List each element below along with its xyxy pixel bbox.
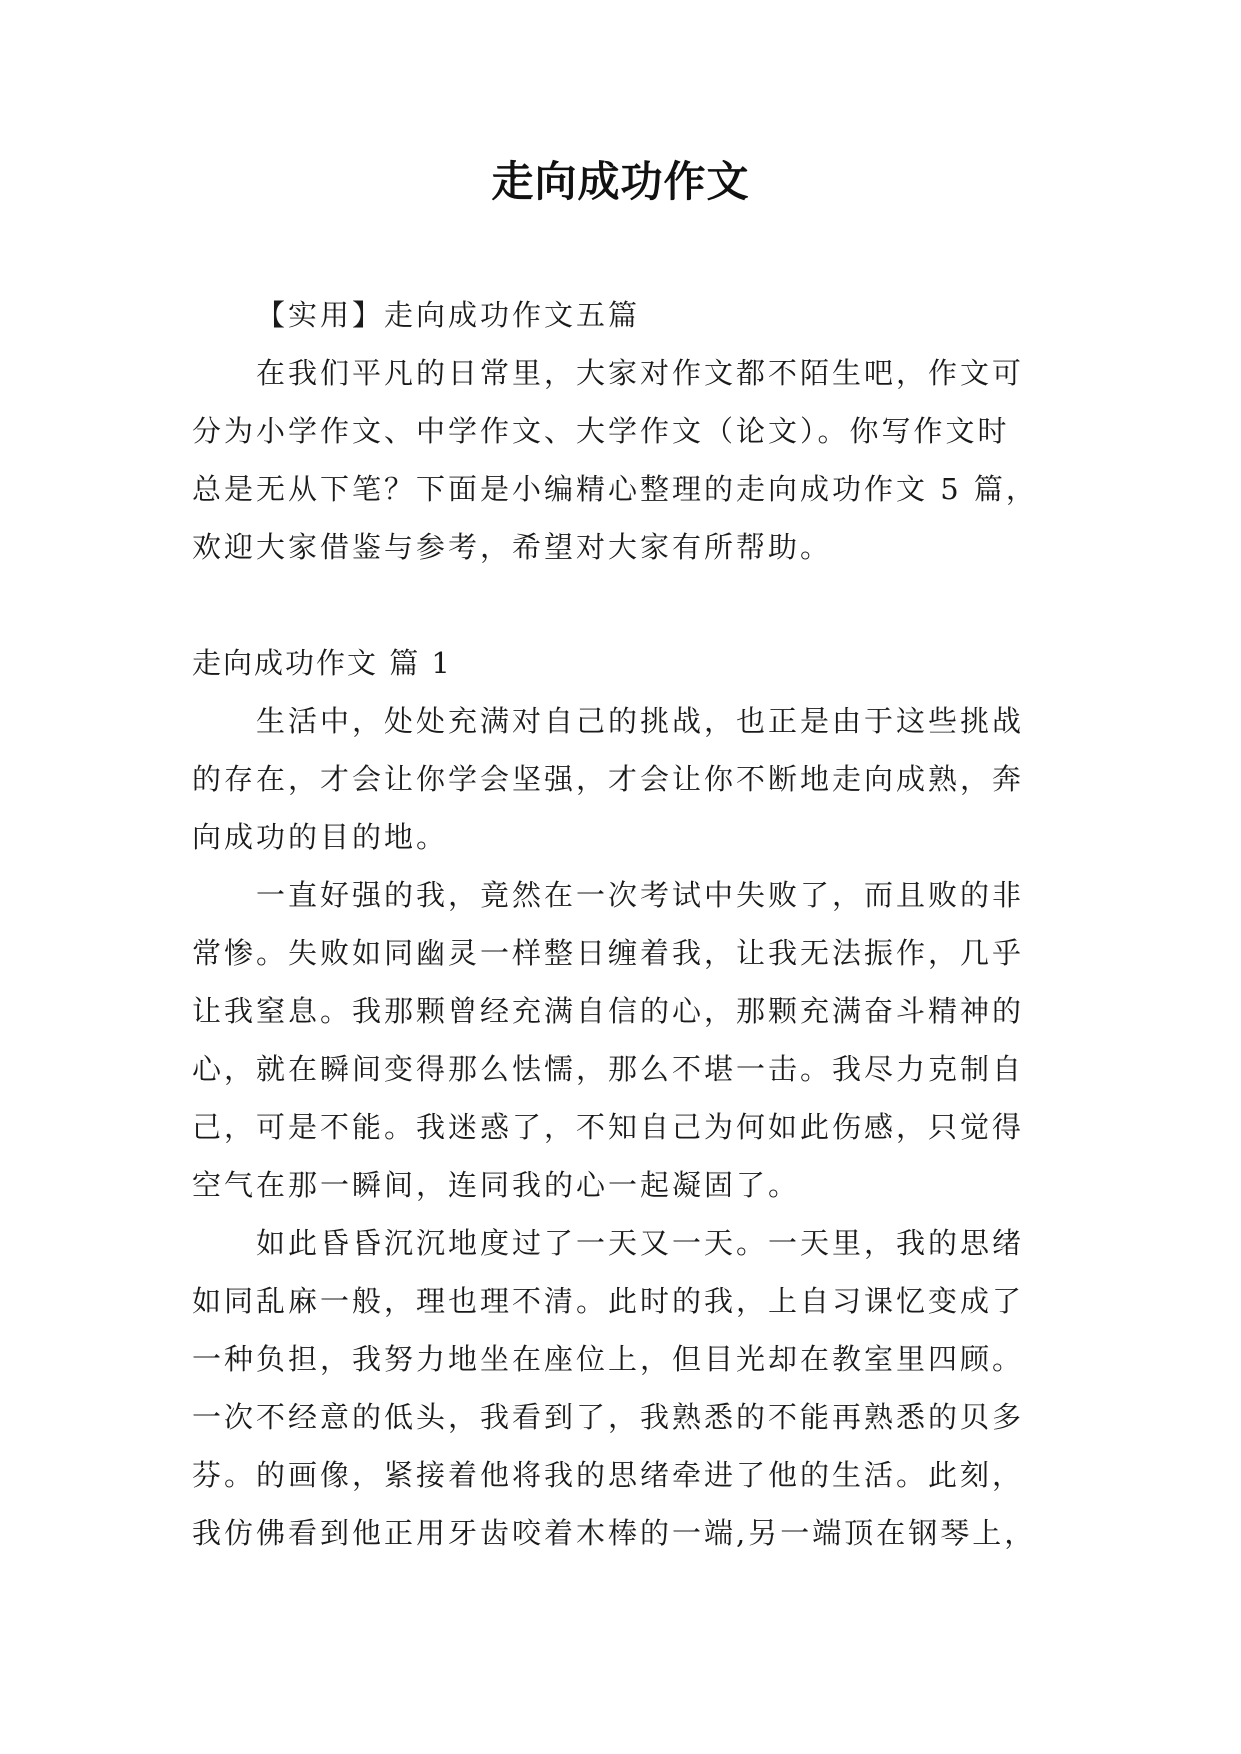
paragraph-line: 让我窒息。我那颗曾经充满自信的心，那颗充满奋斗精神的 <box>192 994 1025 1028</box>
intro-line: 欢迎大家借鉴与参考，希望对大家有所帮助。 <box>192 530 833 564</box>
paragraph-line: 如此昏昏沉沉地度过了一天又一天。一天里，我的思绪 <box>256 1226 1025 1260</box>
intro-line: 在我们平凡的日常里，大家对作文都不陌生吧，作文可 <box>256 356 1025 390</box>
paragraph-1 <box>192 692 1072 866</box>
paragraph-line: 心，就在瞬间变得那么怯懦，那么不堪一击。我尽力克制自 <box>192 1052 1025 1086</box>
paragraph-line: 向成功的目的地。 <box>192 820 449 854</box>
paragraph-line: 空气在那一瞬间，连同我的心一起凝固了。 <box>192 1168 801 1202</box>
paragraph-line: 如同乱麻一般，理也理不清。此时的我，上自习课忆变成了 <box>192 1284 1025 1318</box>
document-subtitle: 【实用】走向成功作文五篇 <box>256 298 641 332</box>
paragraph-line: 一直好强的我，竟然在一次考试中失败了，而且败的非 <box>256 878 1025 912</box>
paragraph-line: 生活中，处处充满对自己的挑战，也正是由于这些挑战 <box>256 704 1025 738</box>
paragraph-line: 的存在，才会让你学会坚强，才会让你不断地走向成熟，奔 <box>192 762 1025 796</box>
paragraph-line: 我仿佛看到他正用牙齿咬着木棒的一端,另一端顶在钢琴上， <box>192 1516 1037 1550</box>
intro-line: 总是无从下笔？下面是小编精心整理的走向成功作文 5 篇， <box>192 472 1038 506</box>
paragraph-line: 一种负担，我努力地坐在座位上，但目光却在教室里四顾。 <box>192 1342 1025 1376</box>
document-title: 走向成功作文 <box>491 157 750 206</box>
document-body <box>192 286 1072 1562</box>
paragraph-line: 常惨。失败如同幽灵一样整日缠着我，让我无法振作，几乎 <box>192 936 1025 970</box>
paragraph-line: 芬。的画像，紧接着他将我的思绪牵进了他的生活。此刻， <box>192 1458 1025 1492</box>
paragraph-line: 一次不经意的低头，我看到了，我熟悉的不能再熟悉的贝多 <box>192 1400 1025 1434</box>
section-heading: 走向成功作文 篇 1 <box>192 646 452 680</box>
intro-line: 分为小学作文、中学作文、大学作文（论文）。你写作文时 <box>192 414 1010 448</box>
paragraph-2 <box>192 866 1072 1214</box>
paragraph-line: 己，可是不能。我迷惑了，不知自己为何如此伤感，只觉得 <box>192 1110 1025 1144</box>
paragraph-3 <box>192 1214 1072 1562</box>
intro-paragraph <box>192 344 1072 576</box>
